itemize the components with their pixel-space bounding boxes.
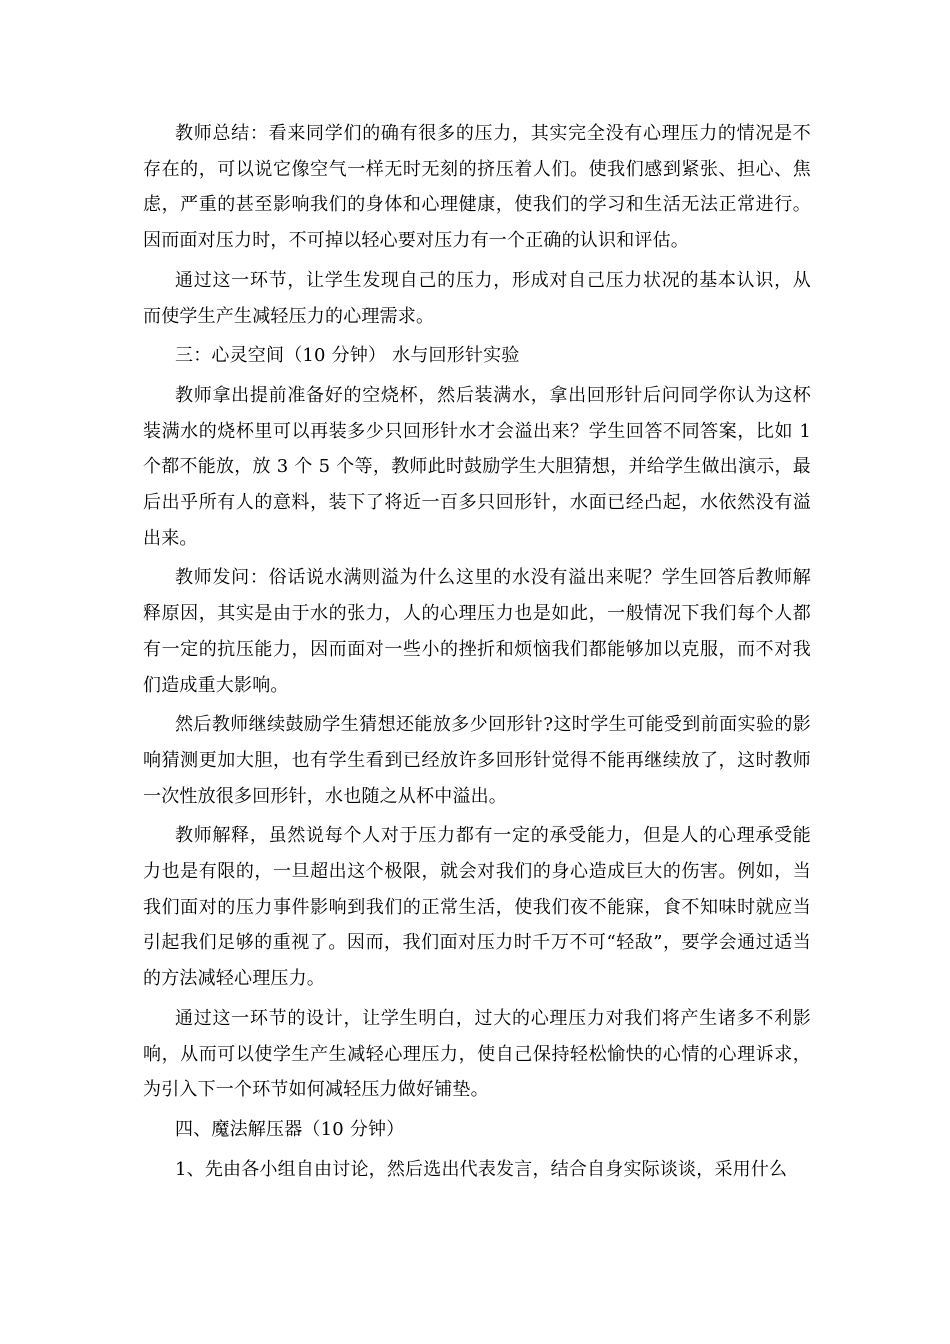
paragraph-stage-purpose-1: 通过这一环节，让学生发现自己的压力，形成对自己压力状况的基本认识，从而使学生产生减轻压力的心理需求。	[143, 269, 811, 327]
section-heading-3: 三：心灵空间（10 分钟） 水与回形针实验	[175, 345, 520, 367]
paragraph-continue-experiment: 然后教师继续鼓励学生猜想还能放多少回形针?这时学生可能受到前面实验的影响猜测更加大胆，也有学生看到已经放许多回形针觉得不能再继续放了，这时教师一次性放很多回形针，水也随之从杯中溢出。	[143, 714, 811, 807]
paragraph-experiment-setup: 教师拿出提前准备好的空烧杯，然后装满水，拿出回形针后问同学你认为这杯装满水的烧杯里可以再装多少只回形针水才会溢出来？学生回答不同答案，比如 1 个都不能放，放 3 个 5 个等，教师此时鼓励学生大胆猜想，并给学生做出演示，最后出乎所有人的意料，装下了将近一百多只回形针，水面已经凸起，水依然没有溢出来。	[143, 384, 811, 549]
paragraph-stage-purpose-2: 通过这一环节的设计，让学生明白，过大的心理压力对我们将产生诸多不利影响，从而可以使学生产生减轻心理压力，使自己保持轻松愉快的心情的心理诉求，为引入下一个环节如何减轻压力做好铺垫。	[143, 1007, 811, 1101]
paragraph-teacher-question: 教师发问：俗话说水满则溢为什么这里的水没有溢出来呢？学生回答后教师解释原因，其实是由于水的张力，人的心理压力也是如此，一般情况下我们每个人都有一定的抗压能力，因而面对一些小的挫折和烦恼我们都能够加以克服，而不对我们造成重大影响。	[143, 567, 811, 696]
paragraph-teacher-summary: 教师总结：看来同学们的确有很多的压力，其实完全没有心理压力的情况是不存在的，可以说它像空气一样无时无刻的挤压着人们。使我们感到紧张、担心、焦虑，严重的甚至影响我们的身体和心理健康，使我们的学习和生活无法正常进行。因而面对压力时，不可掉以轻心要对压力有一个正确的认识和评估。	[143, 123, 811, 252]
document-body	[143, 116, 811, 1191]
paragraph-teacher-explain: 教师解释，虽然说每个人对于压力都有一定的承受能力，但是人的心理承受能力也是有限的，一旦超出这个极限，就会对我们的身心造成巨大的伤害。例如，当我们面对的压力事件影响到我们的正常生活，使我们夜不能寐，食不知味时就应当引起我们足够的重视了。因而，我们面对压力时千万不可“轻敌”，要学会通过适当的方法减轻心理压力。	[143, 825, 811, 990]
paragraph-group-discussion: 1、先由各小组自由讨论，然后选出代表发言，结合自身实际谈谈，采用什么	[175, 1158, 788, 1180]
section-heading-4: 四、魔法解压器（10 分钟）	[175, 1118, 405, 1140]
